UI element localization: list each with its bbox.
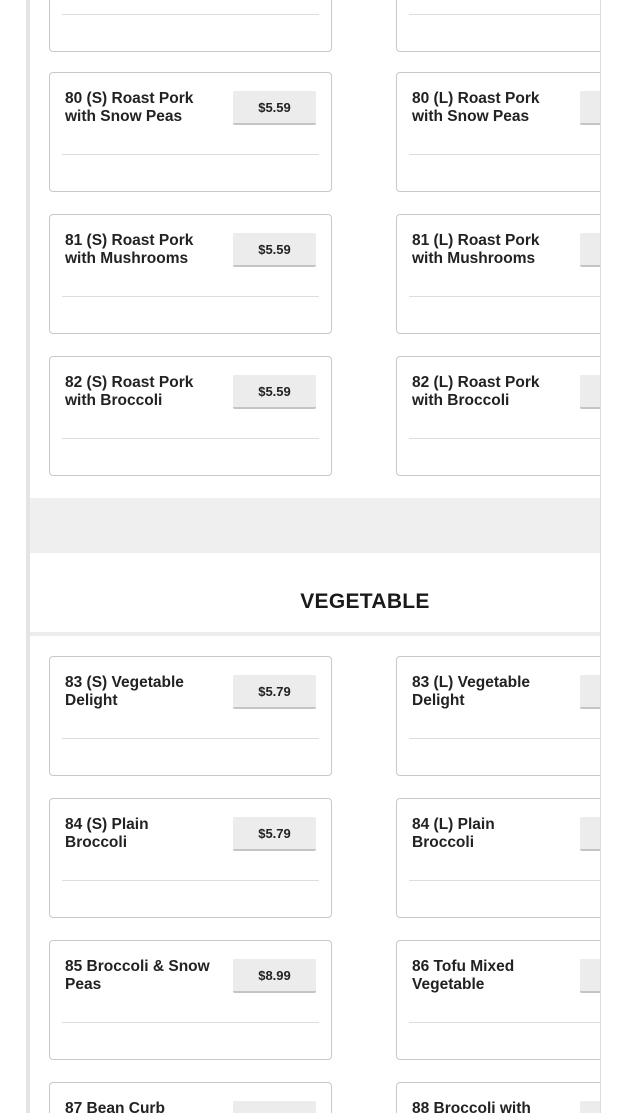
card-divider	[409, 880, 601, 881]
menu-item-name: 80 (S) Roast Pork with Snow Peas	[65, 90, 194, 125]
section-divider	[30, 632, 600, 636]
add-to-cart-price-button[interactable]: $5.59	[233, 233, 316, 267]
add-to-cart-price-button[interactable]	[580, 1101, 601, 1113]
menu-item-name: 84 (S) Plain Broccoli	[65, 816, 149, 851]
menu-item-name: 83 (S) Vegetable Delight	[65, 674, 184, 709]
menu-panel	[26, 0, 601, 1113]
card-divider	[62, 738, 319, 739]
menu-item-name: 83 (L) Vegetable Delight	[412, 674, 531, 709]
menu-item-name: 82 (L) Roast Pork with Broccoli	[412, 374, 540, 409]
section-title: VEGETABLE	[300, 590, 430, 613]
card-divider	[62, 14, 319, 15]
card-divider	[409, 438, 601, 439]
add-to-cart-price-button[interactable]: $5.79	[233, 675, 316, 709]
menu-item-name: 82 (S) Roast Pork with Broccoli	[65, 374, 194, 409]
menu-item-name: 88 Broccoli with	[412, 1100, 531, 1113]
menu-item-name: 81 (L) Roast Pork with Mushrooms	[412, 232, 540, 267]
add-to-cart-price-button[interactable]	[580, 91, 601, 125]
menu-item-name: 84 (L) Plain Broccoli	[412, 816, 495, 851]
add-to-cart-price-button[interactable]: $5.59	[233, 375, 316, 409]
section-separator	[30, 498, 600, 553]
add-to-cart-price-button[interactable]: $8.99	[233, 959, 316, 993]
add-to-cart-price-button[interactable]	[233, 1101, 316, 1113]
menu-item-card[interactable]	[396, 940, 601, 1060]
card-divider	[62, 438, 319, 439]
menu-item-card[interactable]	[49, 656, 332, 776]
menu-item-card[interactable]	[396, 656, 601, 776]
menu-item-card[interactable]	[49, 72, 332, 192]
card-divider	[409, 738, 601, 739]
card-divider	[409, 296, 601, 297]
menu-item-card[interactable]	[396, 356, 601, 476]
menu-item-name: 87 Bean Curb	[65, 1100, 165, 1113]
menu-item-name: 81 (S) Roast Pork with Mushrooms	[65, 232, 194, 267]
menu-item-card[interactable]	[396, 214, 601, 334]
menu-item-card[interactable]	[49, 798, 332, 918]
card-divider	[62, 880, 319, 881]
menu-item-name: 86 Tofu Mixed Vegetable	[412, 958, 515, 993]
card-divider	[62, 1022, 319, 1023]
card-divider	[62, 296, 319, 297]
menu-item-card[interactable]	[396, 72, 601, 192]
menu-item-card[interactable]	[396, 0, 601, 52]
add-to-cart-price-button[interactable]: $5.79	[233, 817, 316, 851]
add-to-cart-price-button[interactable]	[580, 675, 601, 709]
menu-item-name: 80 (L) Roast Pork with Snow Peas	[412, 90, 540, 125]
menu-item-card[interactable]	[49, 356, 332, 476]
add-to-cart-price-button[interactable]	[580, 375, 601, 409]
add-to-cart-price-button[interactable]	[580, 817, 601, 851]
add-to-cart-price-button[interactable]: $5.59	[233, 91, 316, 125]
card-divider	[409, 14, 601, 15]
add-to-cart-price-button[interactable]	[580, 233, 601, 267]
menu-item-card[interactable]	[49, 0, 332, 52]
card-divider	[409, 154, 601, 155]
menu-item-card[interactable]	[49, 214, 332, 334]
card-divider	[409, 1022, 601, 1023]
card-divider	[62, 154, 319, 155]
menu-item-card[interactable]	[396, 1082, 601, 1113]
menu-item-card[interactable]	[49, 940, 332, 1060]
menu-item-name: 85 Broccoli & Snow Peas	[65, 958, 210, 993]
menu-item-card[interactable]	[396, 798, 601, 918]
menu-item-card[interactable]	[49, 1082, 332, 1113]
add-to-cart-price-button[interactable]	[580, 959, 601, 993]
